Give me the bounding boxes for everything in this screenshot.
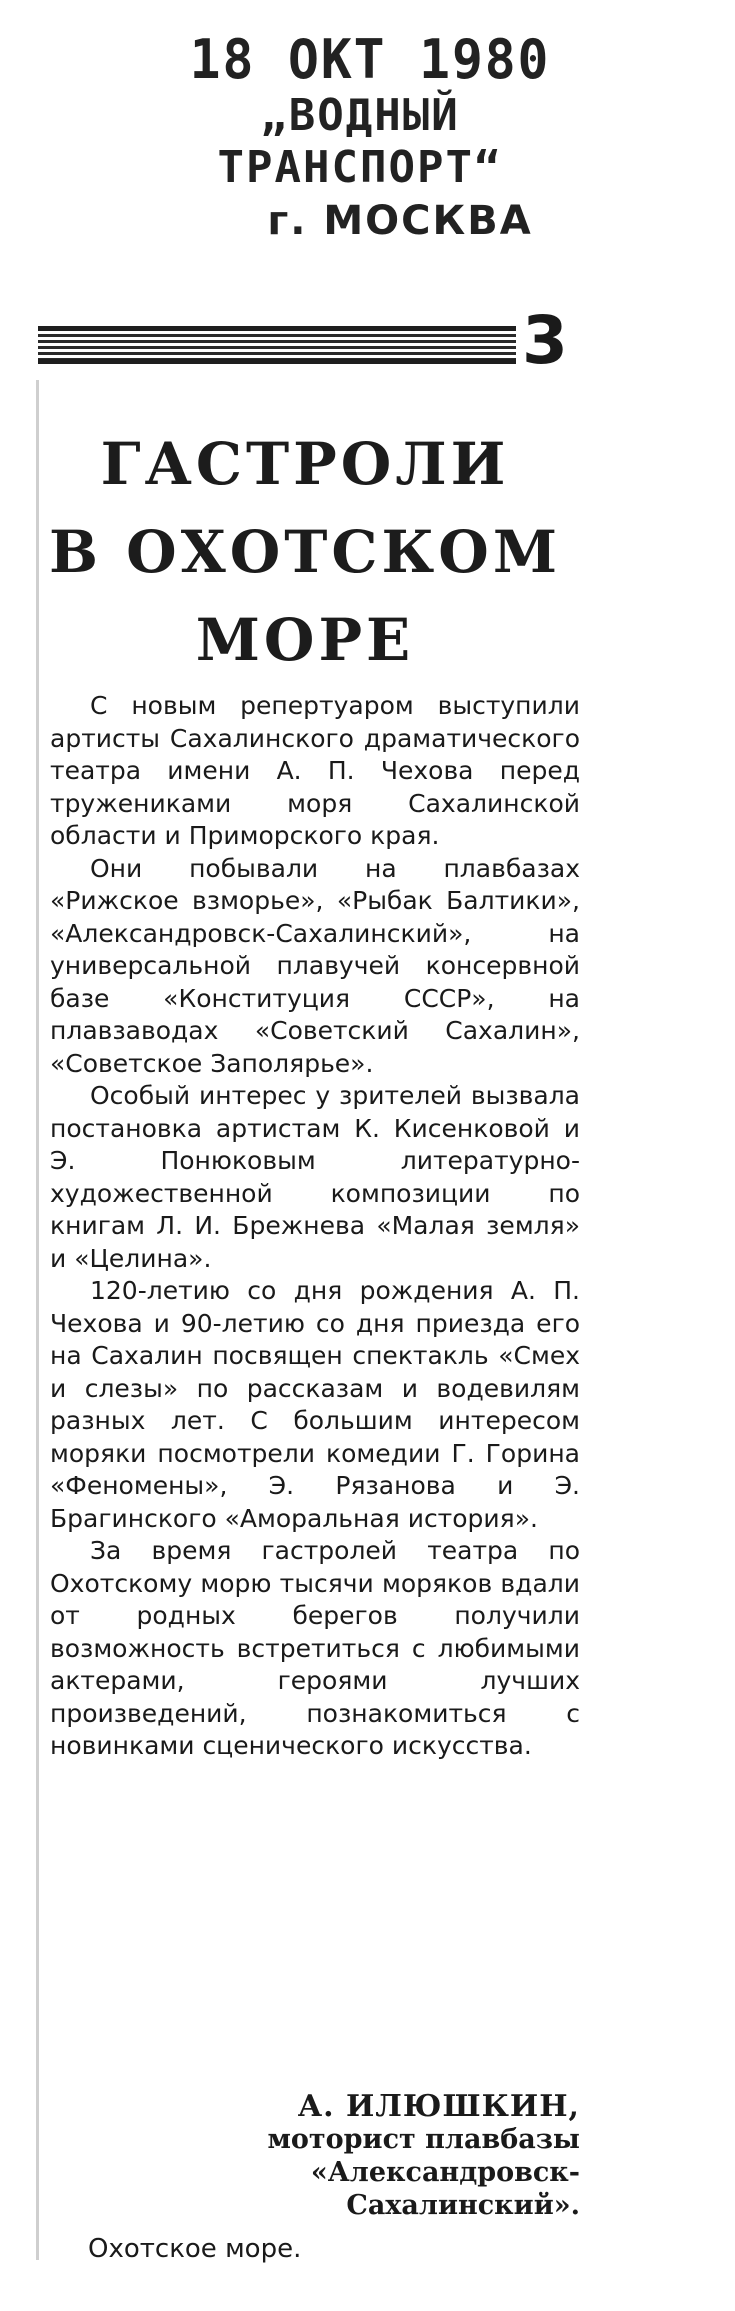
headline-line-1: ГАСТРОЛИ <box>100 430 510 498</box>
article-paragraph: С новым репертуаром выступили артисты Сахалинского драматического театра имени А. П. Чехова перед тружениками моря Сахалинской области и Приморского края. <box>50 691 580 850</box>
clipping-edge-line <box>36 380 39 2260</box>
stamp-newspaper: „ВОДНЫЙ ТРАНСПОРТ“ <box>217 90 503 193</box>
author-vessel-line-2: Сахалинский». <box>346 2190 580 2221</box>
author-vessel-line-1: «Александровск- <box>310 2157 580 2188</box>
article-paragraph: Особый интерес у зрителей вызвала постановка артистам К. Кисенковой и Э. Понюковым литературно-художественной композиции по книгам Л. И. Брежнева «Малая земля» и «Целина». <box>50 1081 580 1273</box>
stamp-date: 18 ОКТ 1980 <box>189 28 551 91</box>
article-paragraph: Они побывали на плавбазах «Рижское взморье», «Рыбак Балтики», «Александровск-Сахалинский», на универсальной плавучей консервной базе «Конституция СССР», на плавзаводах «Советский Сахалин», «Советское Заполярье». <box>50 853 580 1078</box>
article-paragraph: За время гастролей театра по Охотскому морю тысячи моряков вдали от родных берегов получили возможность встретиться с любимыми актерами, героями лучших произведений, познакомиться с новинками сценического искусства. <box>50 1536 580 1760</box>
page-number: 3 <box>522 302 568 379</box>
stamp-city: г. МОСКВА <box>267 198 533 244</box>
article-paragraph: 120-летию со дня рождения А. П. Чехова и 90-летию со дня приезда его на Сахалин посвящен спектакль «Смех и слезы» по рассказам и водевилям разных лет. С большим интересом моряки посмотрели комедии Г. Горина «Феномены», Э. Рязанова и Э. Брагинского «Аморальная история». <box>50 1276 580 1533</box>
headline-line-2: В ОХОТСКОМ <box>48 518 562 586</box>
headline-line-3: МОРЕ <box>195 606 415 674</box>
archive-stamp <box>150 30 590 248</box>
article-body <box>50 690 580 1763</box>
author-name: А. ИЛЮШКИН, <box>297 2089 580 2124</box>
author-position: моторист плавбазы <box>267 2124 580 2155</box>
dateline-place: Охотское море. <box>88 2234 302 2264</box>
section-rule <box>38 326 516 364</box>
article-headline <box>40 420 570 684</box>
article-signature <box>50 2090 580 2222</box>
